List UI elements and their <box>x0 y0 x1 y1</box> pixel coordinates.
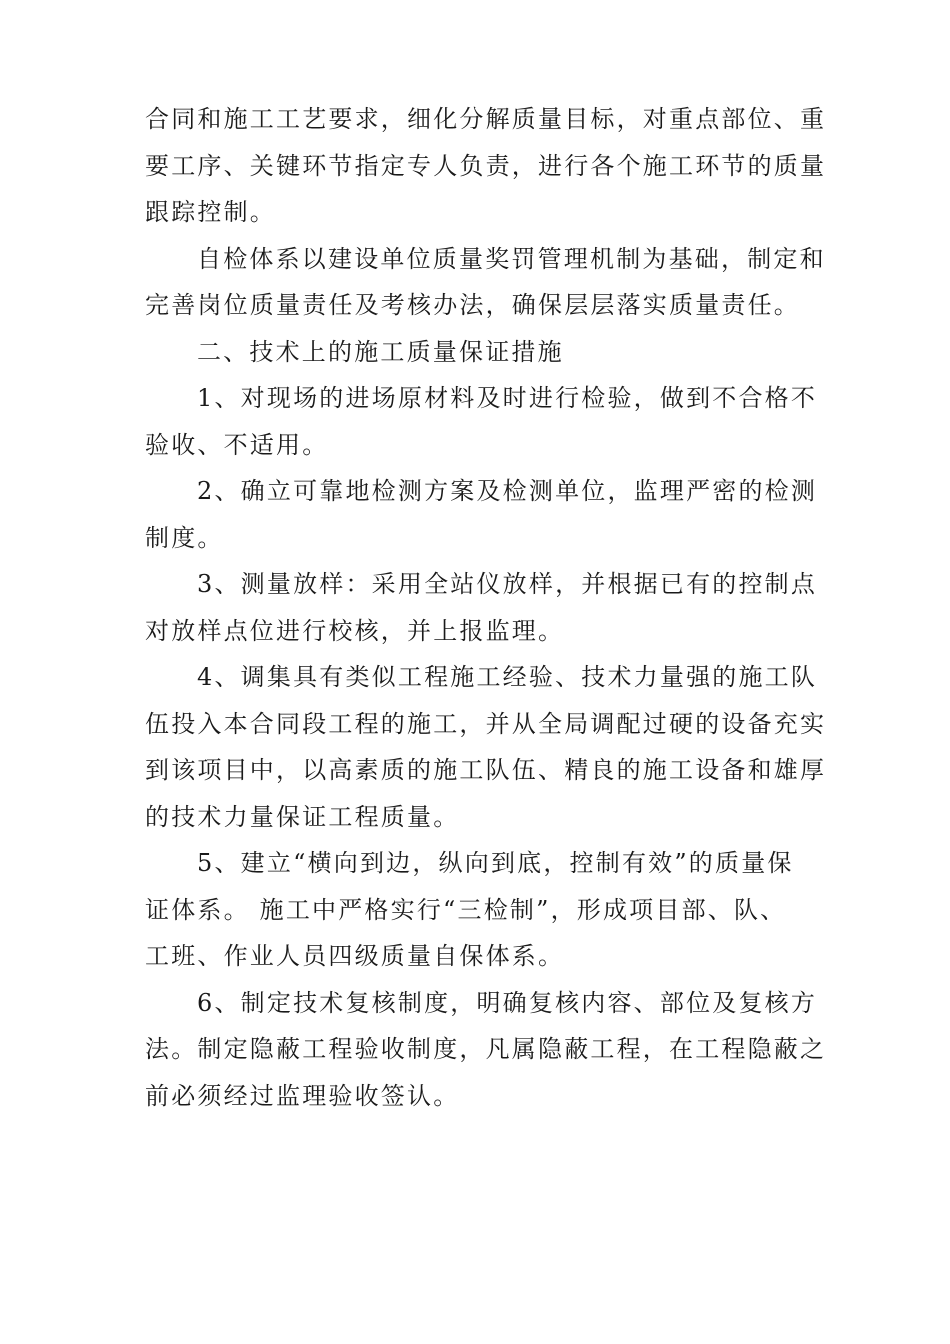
paragraph-continuation <box>145 96 827 236</box>
section-heading <box>145 329 810 376</box>
document-body <box>145 96 827 1119</box>
list-item-1 <box>145 375 818 468</box>
text-line: 前必须经过监理验收签认。 <box>145 1081 460 1110</box>
text-line: 到该项目中，以高素质的施工队伍、精良的施工设备和雄厚 <box>145 756 827 784</box>
text-line: 法。制定隐蔽工程验收制度，凡属隐蔽工程，在工程隐蔽之 <box>145 1035 827 1063</box>
list-item-6 <box>145 980 827 1120</box>
text-line: 5、建立“横向到边，纵向到底，控制有效”的质量保 <box>197 849 794 877</box>
list-item-4 <box>145 654 827 840</box>
text-line: 完善岗位质量责任及考核办法，确保层层落实质量责任。 <box>145 291 800 319</box>
text-line: 跟踪控制。 <box>145 198 276 226</box>
text-line: 3、测量放样：采用全站仪放样，并根据已有的控制点 <box>197 570 818 598</box>
text-line: 6、制定技术复核制度，明确复核内容、部位及复核方 <box>197 988 818 1017</box>
list-item-3 <box>145 561 818 654</box>
text-line: 对放样点位进行校核，并上报监理。 <box>145 616 565 645</box>
list-item-5 <box>145 840 810 980</box>
text-line: 2、确立可靠地检测方案及检测单位，监理严密的检测 <box>197 477 818 505</box>
text-line: 工班、作业人员四级质量自保体系。 <box>145 942 565 970</box>
text-line: 4、调集具有类似工程施工经验、技术力量强的施工队 <box>197 663 818 691</box>
text-line: 1、对现场的进场原材料及时进行检验，做到不合格不 <box>197 384 818 412</box>
text-line: 验收、不适用。 <box>145 430 329 459</box>
text-line: 证体系。 施工中严格实行“三检制”，形成项目部、队、 <box>145 895 787 924</box>
text-line: 自检体系以建设单位质量奖罚管理机制为基础，制定和 <box>197 244 826 273</box>
section-heading-text: 二、技术上的施工质量保证措施 <box>197 337 564 366</box>
text-line: 合同和施工工艺要求，细化分解质量目标，对重点部位、重 <box>145 105 827 133</box>
paragraph-self-inspection <box>145 236 826 329</box>
list-item-2 <box>145 468 818 561</box>
text-line: 制度。 <box>145 523 224 552</box>
text-line: 要工序、关键环节指定专人负责，进行各个施工环节的质量 <box>145 151 827 180</box>
text-line: 的技术力量保证工程质量。 <box>145 802 460 831</box>
text-line: 伍投入本合同段工程的施工，并从全局调配过硬的设备充实 <box>145 709 827 738</box>
